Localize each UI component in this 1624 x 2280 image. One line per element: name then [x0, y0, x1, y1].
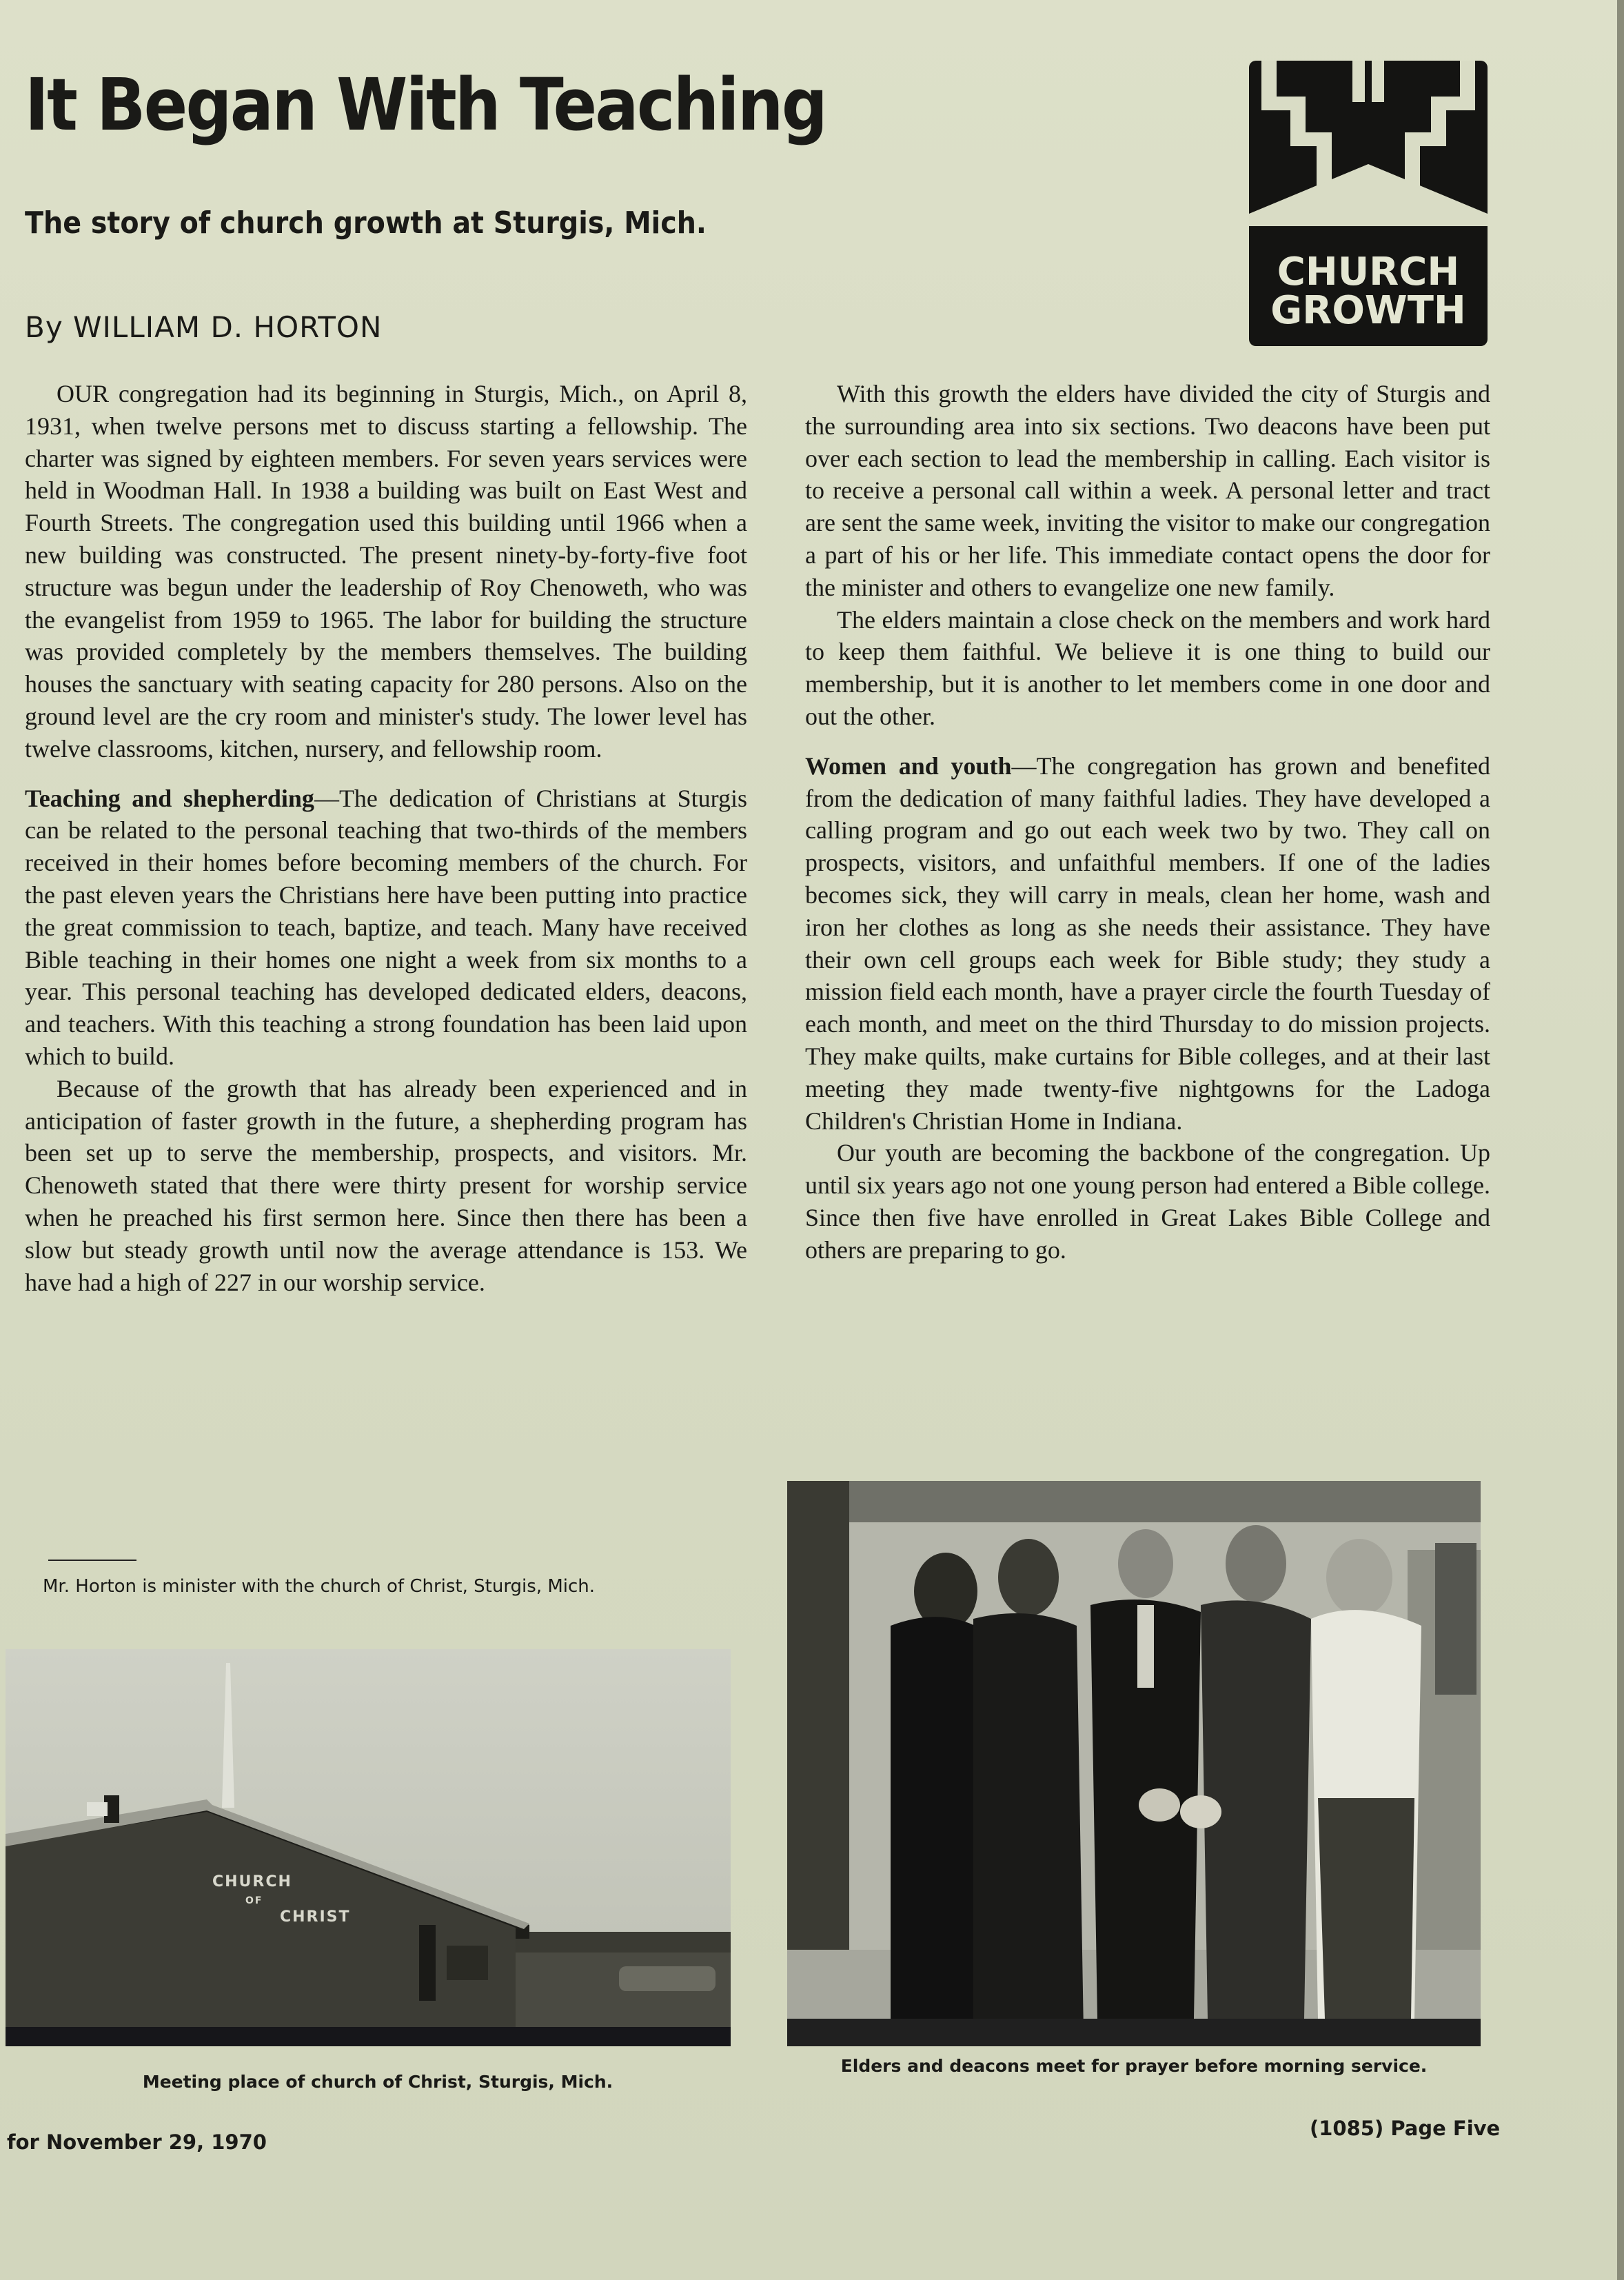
- church-sign-christ: CHRIST: [280, 1908, 351, 1926]
- section-heading: Women and youth: [805, 751, 1012, 780]
- logo-line-church: CHURCH: [1277, 250, 1460, 294]
- section-heading: Teaching and shepherding: [25, 784, 314, 812]
- body-paragraph: OUR congregation had its beginning in Sturgis, Mich., on April 8, 1931, when twelve persons met to discuss starting a fellowship. The charter was signed by eighteen members. For seven years services were held in Woodman Hall. In 1938 a building was built on East West and Fourth Streets. The congregation used this building until 1966 when a new building was constructed. The present ninety-by-forty-five foot structure was begun under the leadership of Roy Chenoweth, who was the evangelist from 1959 to 1965. The labor for building the structure was provided completely by the members themselves. The building houses the sanctuary with seating capacity for 280 persons. Also on the ground level are the cry room and minister's study. The lower level has twelve classrooms, kitchen, nursery, and fellowship room.: [25, 380, 747, 763]
- article-headline: It Began With Teaching: [25, 63, 826, 147]
- author-footnote: Mr. Horton is minister with the church of Christ, Sturgis, Mich.: [43, 1576, 596, 1597]
- body-paragraph: Because of the growth that has already been experienced and in anticipation of faster growth in the future, a shepherding program has been set up to serve the membership, prospects, and visitors. Mr. Chenoweth stated that there were thirty present for worship service when he preached his first sermon here. Since then there has been a slow but steady growth until now the average attendance is 153. We have had a high of 227 in our worship service.: [25, 1074, 747, 1296]
- elders-prayer-photo: [787, 1481, 1481, 2046]
- footnote-rule: [48, 1560, 136, 1561]
- body-paragraph: Our youth are becoming the backbone of the congregation. Up until six years ago not one young person had entered a Bible college. Since then five have enrolled in Great Lakes Bible College and others are preparing to go.: [805, 1139, 1490, 1264]
- issue-date: for November 29, 1970: [7, 2130, 267, 2154]
- church-sign-of: OF: [245, 1895, 263, 1906]
- section-teaching: [25, 783, 747, 1073]
- section-women-youth: [805, 750, 1490, 1138]
- section-text: —The congregation has grown and benefited from the dedication of many faithful ladies. They have developed a calling program and go out each week two by two. They call on prospects, visitors, and unfaithful members. If one of the ladies becomes sick, they will carry in meals, clean her home, wash and iron her clothes as long as she needs their assistance. They have their own cell groups each week for Bible study; they study a mission field each month, have a prayer circle the fourth Tuesday of each month, and meet on the third Thursday to do mission projects. They make quilts, make curtains for Bible colleges, and at their last meeting they made twenty-five nightgowns for the Ladoga Children's Christian Home in Indiana.: [805, 751, 1490, 1135]
- church-growth-logo: [1249, 61, 1488, 346]
- page-number: (1085) Page Five: [1310, 2117, 1501, 2140]
- body-paragraph: The elders maintain a close check on the members and work hard to keep them faithful. We believe it is one thing to build our membership, but it is another to let members come in one door and out the other.: [805, 605, 1490, 730]
- article-byline: By WILLIAM D. HORTON: [25, 310, 383, 344]
- church-sign-church: CHURCH: [212, 1873, 292, 1890]
- left-column: [25, 378, 747, 1298]
- elders-photo-caption: Elders and deacons meet for prayer before morning service.: [840, 2056, 1428, 2076]
- church-photo-caption: Meeting place of church of Christ, Sturgis, Mich.: [142, 2072, 613, 2092]
- section-text: —The dedication of Christians at Sturgis can be related to the personal teaching that two-thirds of the members received in their homes before becoming members of the church. For the past eleven years the Christians here have been putting into practice the great commission to teach, baptize, and teach. Many have received Bible teaching in their homes one night a week from six months to a year. This personal teaching has developed dedicated elders, deacons, and teachers. With this teaching a strong foundation has been laid upon which to build.: [25, 784, 747, 1070]
- article-subtitle: The story of church growth at Sturgis, Mich.: [25, 205, 707, 241]
- right-column: [805, 378, 1490, 1267]
- church-building-photo: [6, 1649, 731, 2046]
- body-paragraph: With this growth the elders have divided the city of Sturgis and the surrounding area into six sections. Two deacons have been put over each section to lead the membership in calling. Each visitor is to receive a personal call within a week. A personal letter and tract are sent the same week, inviting the visitor to make our congregation a part of his or her life. This immediate contact opens the door for the minister and others to evangelize one new family.: [805, 380, 1490, 601]
- logo-line-growth: GROWTH: [1270, 288, 1466, 333]
- page-edge: [1617, 0, 1624, 2280]
